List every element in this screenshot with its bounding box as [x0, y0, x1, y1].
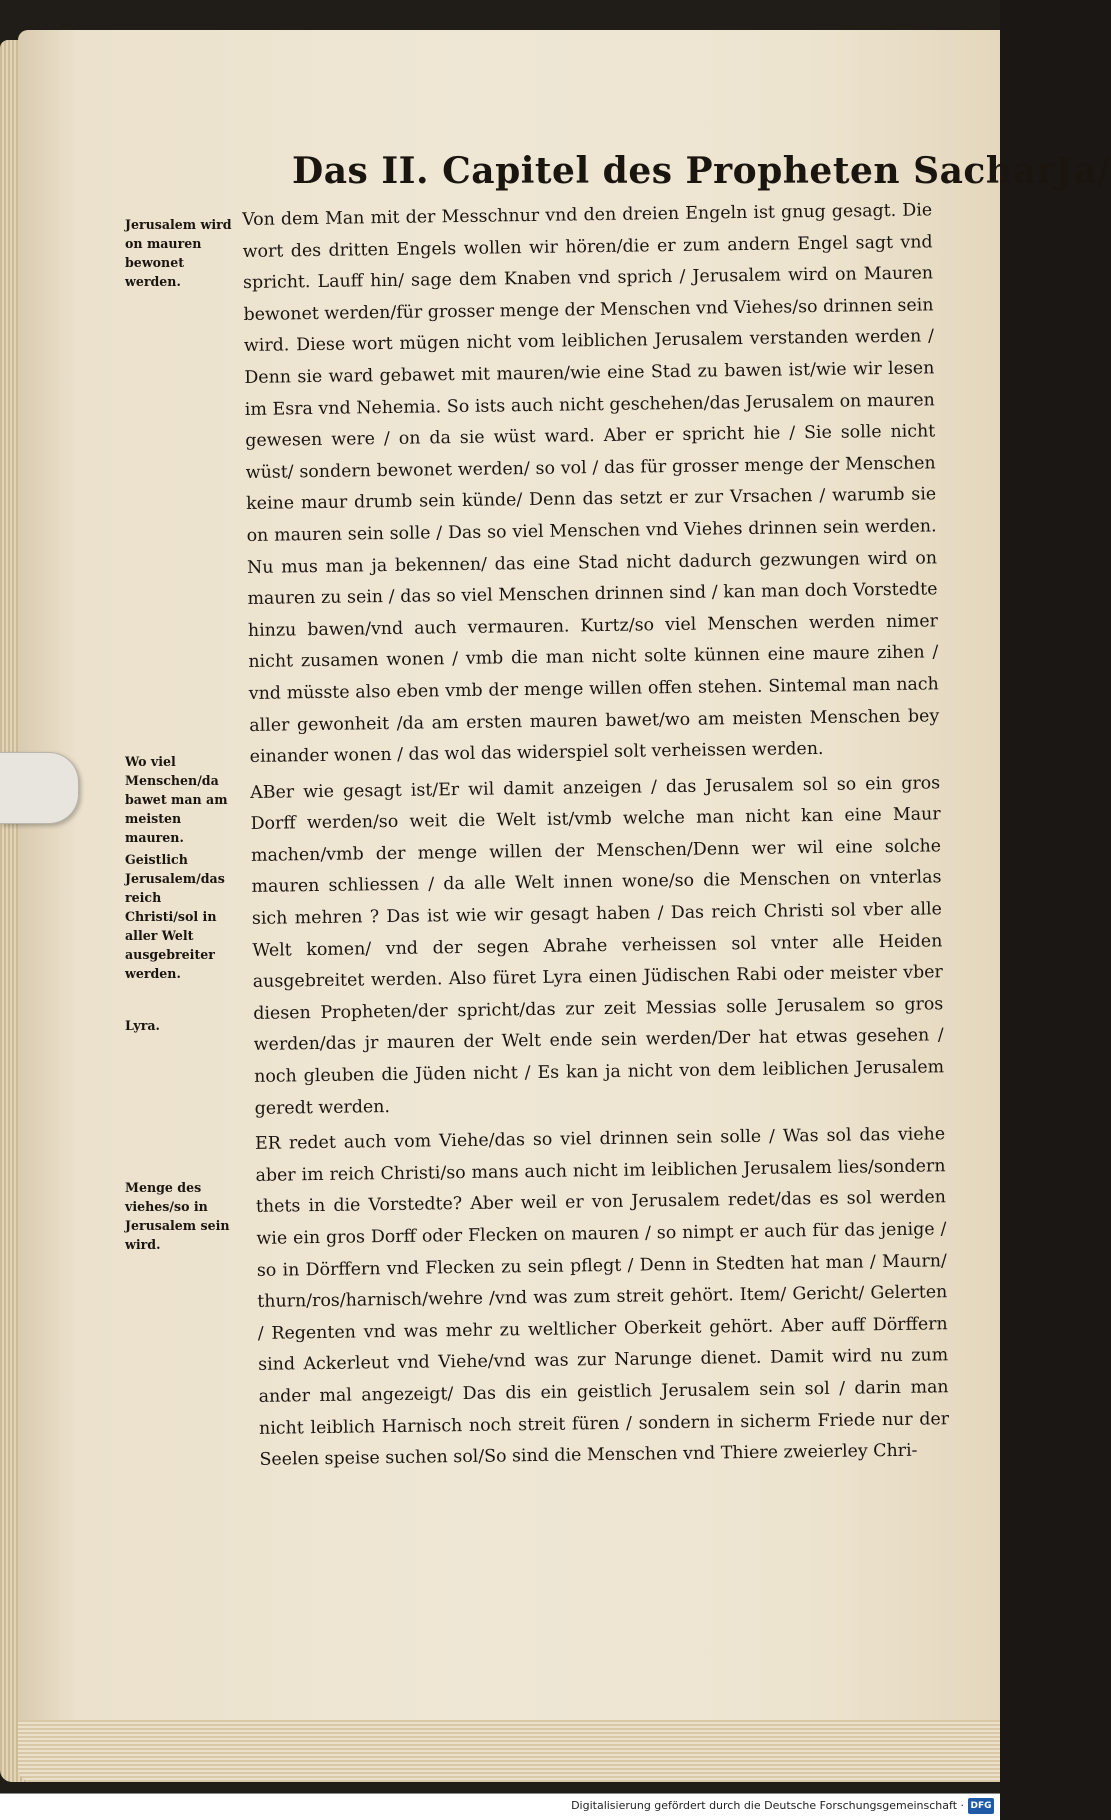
bookmark-tab — [0, 752, 79, 824]
side-note-4: Lyra. — [125, 1018, 160, 1033]
digitization-footer — [0, 1793, 1000, 1820]
side-note-1: Jerusalem wird on mauren bewonet werden. — [125, 217, 232, 289]
side-note-3: Geistlich Jerusalem/das reich Christi/sol in aller Welt ausgebreiter werden. — [125, 852, 225, 981]
side-note-2: Wo viel Menschen/da bawet man am meisten mauren. — [125, 754, 228, 845]
chapter-title: Das II. Capitel des Propheten SacharJa/ — [292, 150, 1111, 192]
main-text — [242, 195, 950, 1476]
paragraph-3: ER redet auch vom Viehe/das so viel drinnen sein solle / Was sol das viehe aber im reich Christi/so mans auch nicht im leiblichen Jerusalem lies/sondern thets in die Vorstedte? Aber weil er von Jerusalem redet/das es sol werden wie ein gros Dorff oder Flecken on mauren / so nimpt er auch für das jenige / so in Dörffern vnd Flecken zu sein pflegt / Denn in Stedten hat man / Maurn/ thurn/ros/harnisch/wehre /vnd was zum streit gehört. Item/ Gericht/ Gelerten / Regenten vnd was mehr zu weltlicher Oberkeit gehört. Aber auff Dörffern sind Ackerleut vnd Viehe/vnd was zur Narunge dienet. Damit wird nu zum ander mal angezeigt/ Das dis ein geistlich Jerusalem sein sol / darin man nicht leiblich Harnisch noch streit füren / sondern in sicherm Friede nur der Seelen speise suchen sol/So sind die Menschen vnd Thiere zweierley Chri- — [254, 1124, 950, 1471]
page-stack-bottom-edge — [18, 1720, 1000, 1782]
paragraph-1: Von dem Man mit der Messchnur vnd den dreien Engeln ist gnug gesagt. Die wort des dritten Engels wollen wir hören/die er zum andern Engel sagt vnd spricht. Lauff hin/ sage dem Knaben vnd sprich / Jerusalem wird on Mauren bewonet werden/für grosser menge der Menschen vnd Viehes/so drinnen sein wird. Diese wort mügen nicht vom leiblichen Jerusalem verstanden werden / Denn sie ward gebawet mit mauren/wie eine Stad zu bawen ist/wie wir lesen im Esra vnd Nehemia. So ists auch nicht geschehen/das Jerusalem on mauren gewesen were / on da sie wüst ward. Aber er spricht hie / Sie solle nicht wüst/ sondern bewonet werden/ so vol / das für grosser menge der Menschen keine maur drumb sein künde/ Denn das setzt er zur Vrsachen / warumb sie on mauren sein solle / Das so viel Menschen vnd Viehes drinnen sein werden. Nu mus man ja bekennen/ das eine Stad nicht dadurch gezwungen wird on mauren zu sein / das so viel Menschen drinnen sind / kan man doch Vorstedte hinzu bawen/vnd auch vermauren. Kurtz/so viel Menschen werden nimer nicht zusamen wonen / vmb die man nicht solte künnen eine maure zihen / vnd müsste also eben vmb der menge willen offen stehen. Sintemal man nach aller gewonheit /da am ersten mauren bawet/wo am meisten Menschen bey einander wonen / das wol das widerspiel solt verheissen werden. — [242, 200, 940, 768]
side-note-5: Menge des viehes/so in Jerusalem sein wird. — [125, 1180, 230, 1252]
paragraph-2: ABer wie gesagt ist/Er wil damit anzeigen / das Jerusalem sol so ein gros Dorff werden/so weit die Welt ist/vmb welche man nicht kan eine Maur machen/vmb der menge willen der Menschen/Denn wer wil eine solche mauren schliessen / da alle Welt innen wone/so die Menschen on vnterlas sich mehren ? Das ist wie wir gesagt haben / Das reich Christi sol vber alle Welt komen/ vnd der segen Abrahe verheissen sol vnter alle Heiden ausgebreitet werden. Also füret Lyra einen Jüdischen Rabi oder meister vber diesen Propheten/der spricht/das zur zeit Messias solle Jerusalem so gros werden/das jr mauren der Welt ende sein werden/Der hat etwas gesehen / noch gleuben die Jüden nicht / Es kan ja nicht von dem leiblichen Jerusalem geredt werden. — [250, 772, 945, 1119]
footer-credit: Digitalisierung gefördert durch die Deutsche Forschungsgemeinschaft · — [571, 1799, 964, 1812]
dfg-logo: DFG — [968, 1798, 994, 1814]
